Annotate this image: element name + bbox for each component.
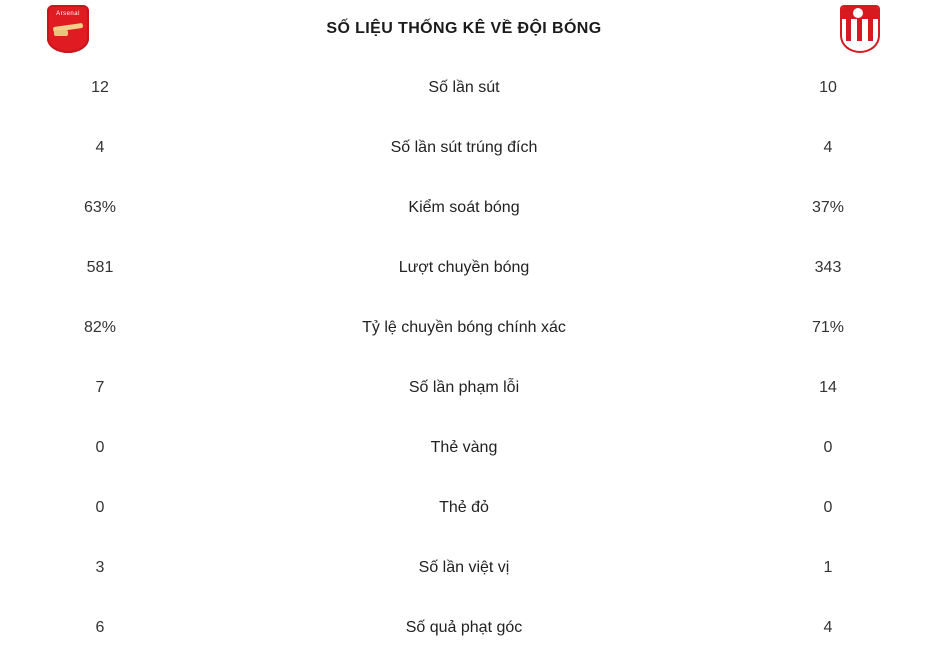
stat-row — [0, 238, 928, 298]
cannon-base-icon — [54, 30, 68, 36]
southampton-stripe — [868, 19, 873, 41]
stat-label: Số lần việt vị — [418, 559, 510, 576]
stat-row — [0, 58, 928, 118]
stat-row — [0, 478, 928, 538]
stat-label: Thẻ đỏ — [439, 499, 489, 516]
arsenal-crest — [47, 5, 89, 53]
home-team-crest — [40, 5, 96, 53]
stat-label: Số quả phạt góc — [405, 619, 523, 636]
away-value: 71% — [811, 319, 845, 336]
home-value: 0 — [95, 439, 105, 456]
stat-label: Kiểm soát bóng — [408, 199, 520, 216]
stat-label: Tỷ lệ chuyền bóng chính xác — [362, 319, 566, 336]
stat-row — [0, 298, 928, 358]
arsenal-crest-label: Arsenal — [56, 11, 80, 17]
southampton-crest — [840, 5, 880, 53]
stat-row — [0, 358, 928, 418]
away-value: 1 — [823, 559, 833, 576]
home-value: 6 — [95, 619, 105, 636]
stat-row — [0, 178, 928, 238]
stat-row — [0, 418, 928, 478]
away-value: 0 — [823, 499, 833, 516]
away-team-crest — [832, 5, 888, 53]
southampton-stripe — [857, 19, 862, 41]
away-value: 37% — [811, 199, 845, 216]
southampton-stripe — [846, 19, 851, 41]
home-value: 82% — [83, 319, 117, 336]
away-value: 14 — [819, 379, 837, 396]
home-value: 63% — [83, 199, 117, 216]
stat-row — [0, 538, 928, 598]
home-value: 12 — [91, 79, 109, 96]
home-value: 4 — [95, 139, 105, 156]
home-value: 581 — [86, 259, 114, 276]
stat-label: Lượt chuyền bóng — [398, 259, 530, 276]
away-value: 4 — [823, 139, 833, 156]
away-value: 0 — [823, 439, 833, 456]
home-value: 0 — [95, 499, 105, 516]
home-value: 3 — [95, 559, 105, 576]
home-value: 7 — [95, 379, 105, 396]
stats-header — [0, 0, 928, 58]
stat-row — [0, 598, 928, 658]
stat-label: Số lần sút — [428, 79, 500, 96]
stat-label: Số lần phạm lỗi — [408, 379, 520, 396]
stat-label: Số lần sút trúng đích — [390, 139, 538, 156]
stat-label: Thẻ vàng — [430, 439, 498, 456]
stat-row — [0, 118, 928, 178]
away-value: 343 — [814, 259, 842, 276]
page-title: SỐ LIỆU THỐNG KÊ VỀ ĐỘI BÓNG — [326, 20, 602, 37]
away-value: 4 — [823, 619, 833, 636]
football-icon — [853, 8, 863, 18]
away-value: 10 — [819, 79, 837, 96]
